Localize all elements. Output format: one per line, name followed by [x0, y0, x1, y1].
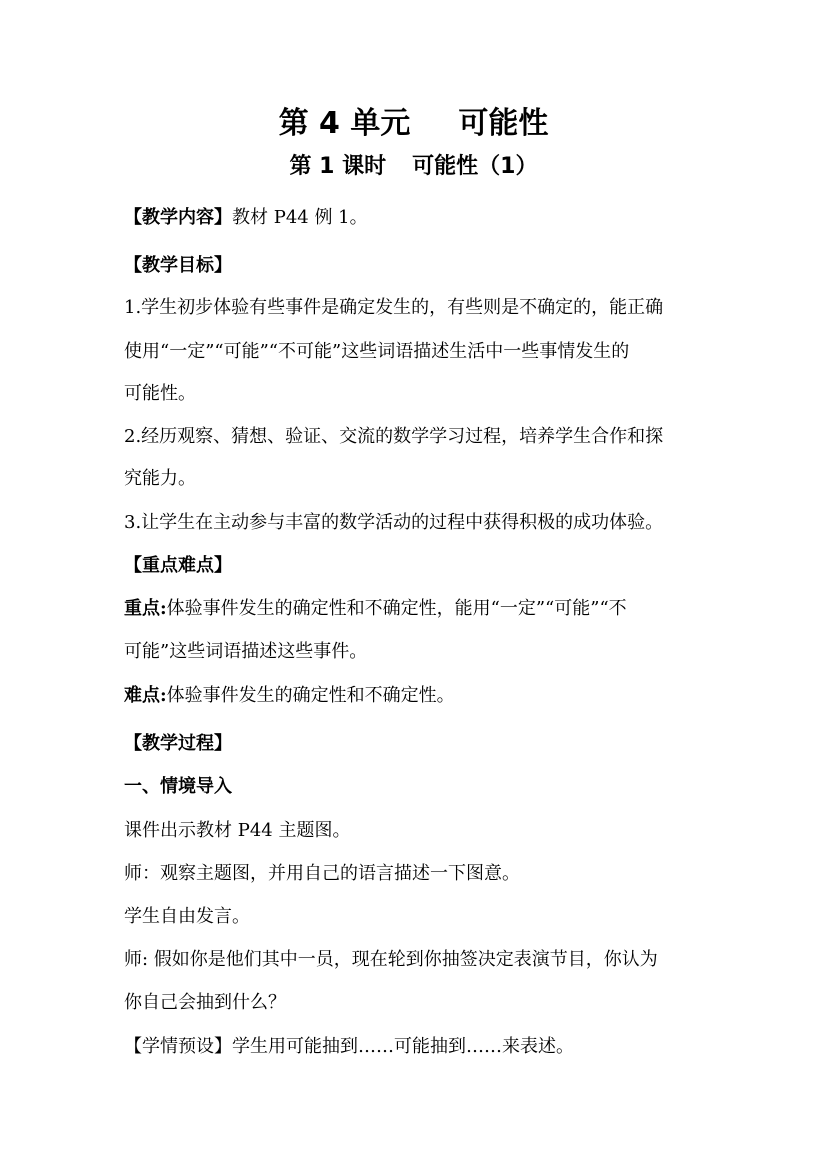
difficulty-label: 难点:: [124, 685, 167, 706]
lesson-title: [0, 152, 827, 182]
unit-title-number: 第 4 单元: [278, 106, 411, 141]
key-point-text: 体验事件发生的确定性和不确定性，能用“一定”“可能”“不: [166, 598, 627, 619]
goal-1-line-3: 可能性。: [124, 383, 196, 404]
goal-1-line-1: 1.学生初步体验有些事件是确定发生的，有些则是不确定的，能正确: [124, 297, 664, 318]
process-paragraph-3: 学生自由发言。: [124, 906, 250, 927]
goals-heading: 【教学目标】: [124, 255, 232, 276]
key-point-label: 重点:: [124, 598, 167, 619]
process-heading: 【教学过程】: [124, 733, 232, 754]
process-paragraph-4-line-1: 师: 假如你是他们其中一员，现在轮到你抽签决定表演节目，你认为: [124, 949, 658, 970]
process-paragraph-2: 师：观察主题图，并用自己的语言描述一下图意。: [124, 863, 520, 884]
unit-title: [0, 104, 827, 144]
unit-title-topic: 可能性: [458, 106, 549, 141]
lesson-title-number: 第 1 课时: [289, 154, 387, 179]
process-paragraph-4-line-2: 你自己会抽到什么？: [124, 992, 286, 1013]
difficulty-line: [124, 684, 455, 708]
key-points-heading: 【重点难点】: [124, 555, 232, 576]
teaching-content: [124, 206, 368, 230]
process-paragraph-1: 课件出示教材 P44 主题图。: [124, 820, 351, 841]
goal-2-line-1: 2.经历观察、猜想、验证、交流的数学学习过程，培养学生合作和探: [124, 426, 664, 447]
difficulty-text: 体验事件发生的确定性和不确定性。: [166, 685, 455, 706]
process-paragraph-5: 【学情预设】学生用可能抽到……可能抽到……来表述。: [124, 1036, 574, 1057]
process-section-1: 一、情境导入: [124, 776, 232, 797]
lesson-title-topic: 可能性（1）: [412, 154, 538, 179]
goal-1-line-2: 使用“一定”“可能”“不可能”这些词语描述生活中一些事情发生的: [124, 341, 630, 362]
goal-2-line-2: 究能力。: [124, 468, 196, 489]
teaching-content-label: 【教学内容】: [124, 207, 232, 228]
goal-3-line-1: 3.让学生在主动参与丰富的数学活动的过程中获得积极的成功体验。: [124, 512, 664, 533]
teaching-content-text: 教材 P44 例 1。: [232, 207, 368, 228]
key-point-line-2: 可能”这些词语描述这些事件。: [124, 641, 368, 662]
key-point-line-1: [124, 597, 627, 621]
